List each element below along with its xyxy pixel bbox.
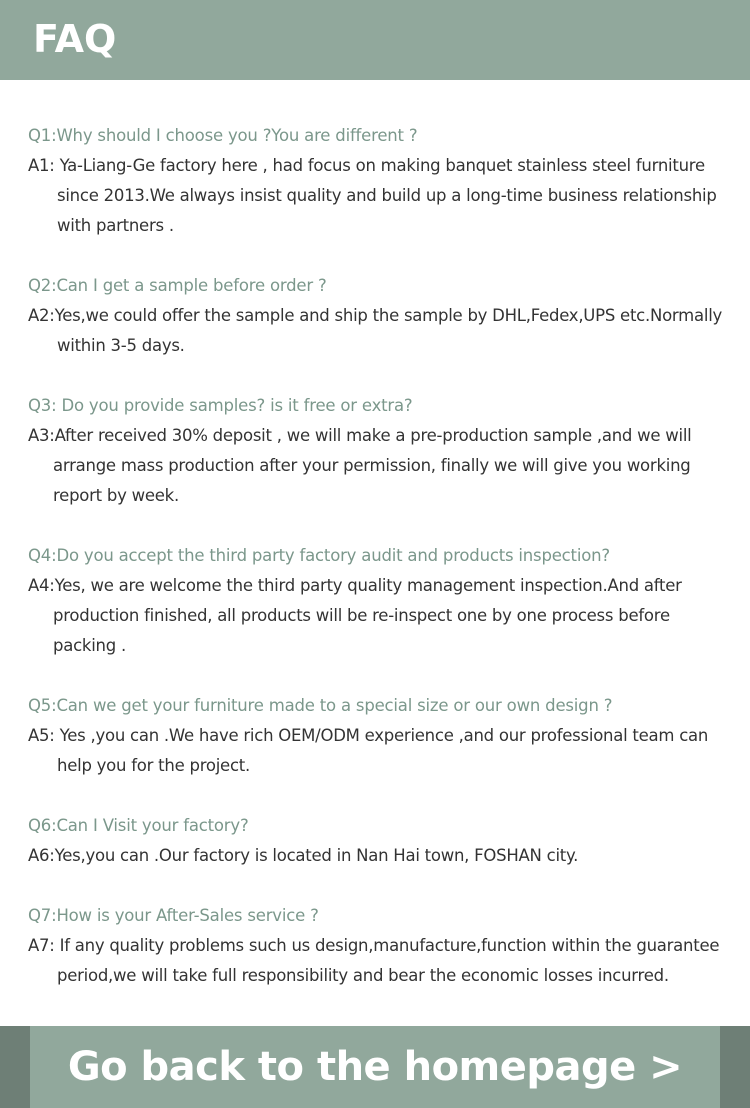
faq-answer	[0, 571, 750, 661]
faq-answer-line: A3:After received 30% deposit , we will make a pre-production sample ,and we will	[28, 426, 692, 445]
page-title: FAQ	[33, 17, 117, 61]
faq-answer-line: A7: If any quality problems such us design,manufacture,function within the guarantee	[28, 936, 720, 955]
faq-question: Q5:Can we get your furniture made to a special size or our own design ?	[28, 696, 613, 715]
faq-item	[0, 811, 750, 871]
faq-answer	[0, 301, 750, 361]
faq-question: Q3: Do you provide samples? is it free or extra?	[28, 396, 413, 415]
faq-answer-line: A1: Ya-Liang-Ge factory here , had focus on making banquet stainless steel furniture	[28, 156, 705, 175]
faq-answer-line: since 2013.We always insist quality and build up a long-time business relationship	[57, 186, 717, 205]
faq-answer-line: A5: Yes ,you can .We have rich OEM/ODM experience ,and our professional team can	[28, 726, 709, 745]
faq-answer-line: A4:Yes, we are welcome the third party quality management inspection.And after	[28, 576, 682, 595]
footer-edge-right	[720, 1026, 750, 1108]
go-home-label: Go back to the homepage >	[67, 1044, 683, 1090]
faq-header	[0, 0, 750, 80]
faq-item	[0, 121, 750, 241]
faq-answer-line: packing .	[53, 636, 126, 655]
faq-item	[0, 901, 750, 991]
faq-answer-line: help you for the project.	[57, 756, 250, 775]
faq-answer-line: A2:Yes,we could offer the sample and ship the sample by DHL,Fedex,UPS etc.Normally	[28, 306, 723, 325]
faq-answer	[0, 421, 750, 511]
faq-answer	[0, 721, 750, 781]
faq-question: Q1:Why should I choose you ?You are different ?	[28, 126, 418, 145]
faq-answer	[0, 841, 750, 871]
faq-answer-line: with partners .	[57, 216, 174, 235]
faq-answer-line: within 3-5 days.	[57, 336, 185, 355]
faq-question: Q6:Can I Visit your factory?	[28, 816, 249, 835]
footer-banner	[0, 1026, 750, 1108]
faq-answer-line: production finished, all products will be re-inspect one by one process before	[53, 606, 670, 625]
faq-item	[0, 691, 750, 781]
go-home-button[interactable]	[30, 1026, 720, 1108]
faq-answer-line: A6:Yes,you can .Our factory is located in Nan Hai town, FOSHAN city.	[28, 846, 579, 865]
faq-list	[0, 121, 750, 991]
faq-answer	[0, 931, 750, 991]
faq-question: Q7:How is your After-Sales service ?	[28, 906, 319, 925]
footer-edge-left	[0, 1026, 30, 1108]
faq-answer-line: period,we will take full responsibility and bear the economic losses incurred.	[57, 966, 669, 985]
faq-item	[0, 541, 750, 661]
faq-answer-line: arrange mass production after your permission, finally we will give you working	[53, 456, 691, 475]
faq-question: Q2:Can I get a sample before order ?	[28, 276, 327, 295]
faq-item	[0, 271, 750, 361]
faq-answer	[0, 151, 750, 241]
faq-item	[0, 391, 750, 511]
faq-answer-line: report by week.	[53, 486, 179, 505]
faq-question: Q4:Do you accept the third party factory audit and products inspection?	[28, 546, 610, 565]
